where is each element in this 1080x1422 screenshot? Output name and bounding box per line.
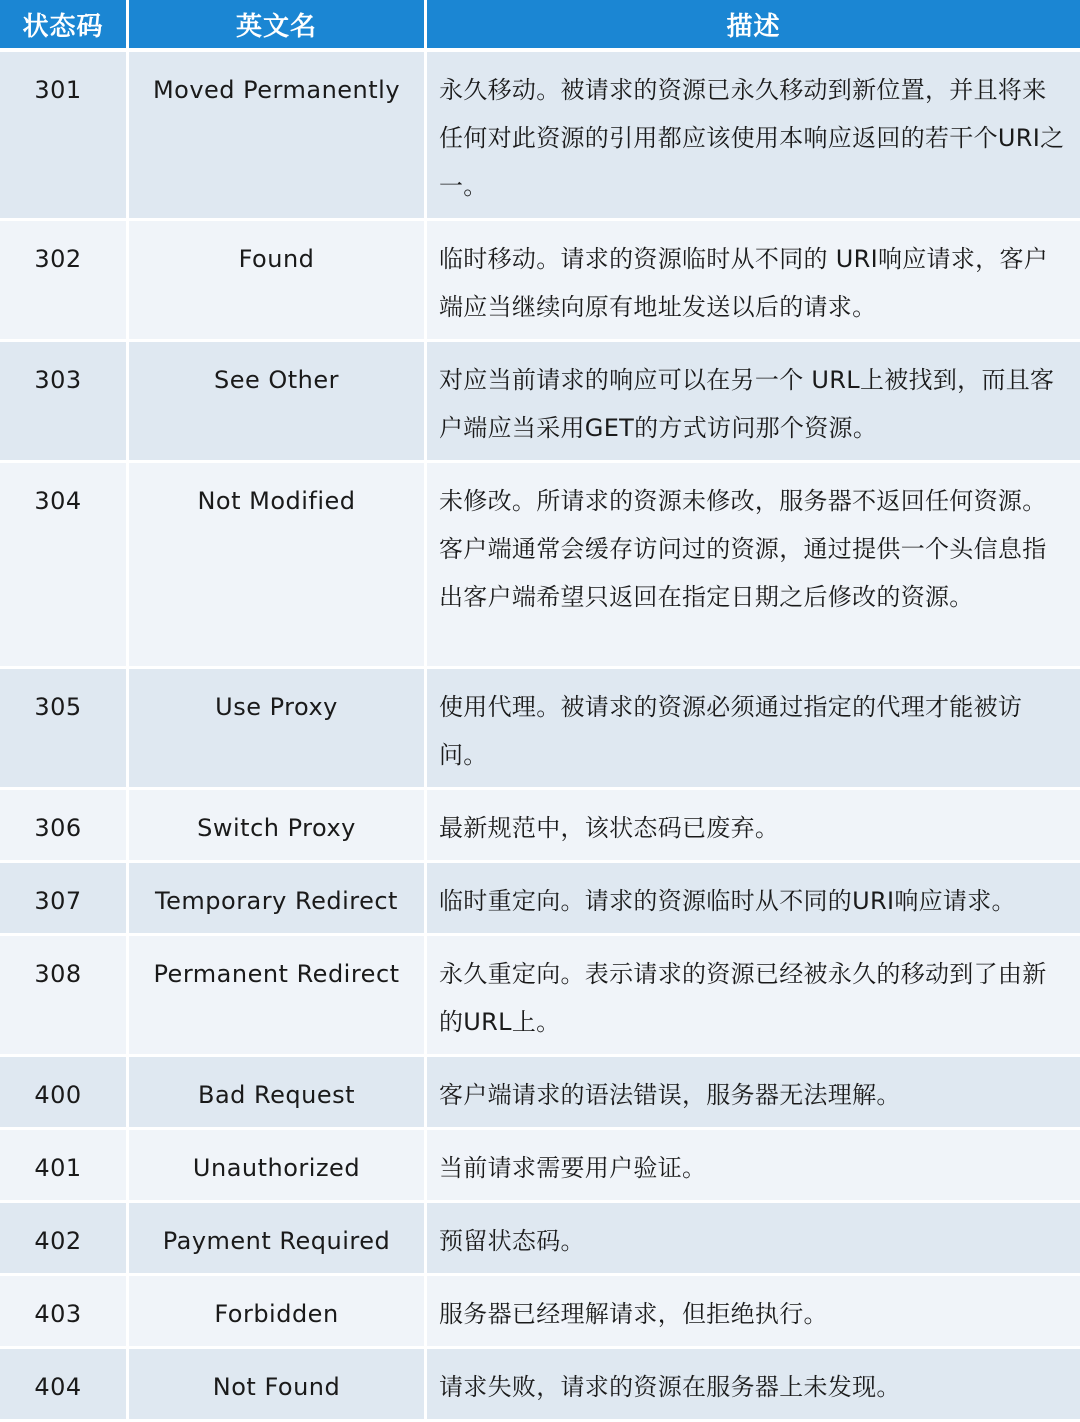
english-name-cell: Unauthorized bbox=[129, 1130, 427, 1203]
status-code-cell: 305 bbox=[0, 669, 129, 790]
english-name-cell: Not Found bbox=[129, 1349, 427, 1422]
table-row bbox=[0, 1349, 1080, 1422]
table-row bbox=[0, 1203, 1080, 1276]
english-name-cell: Use Proxy bbox=[129, 669, 427, 790]
table-body bbox=[0, 52, 1080, 1422]
header-status-code: 状态码 bbox=[0, 0, 129, 52]
description-cell: 当前请求需要用户验证。 bbox=[427, 1130, 1080, 1203]
description-cell: 永久重定向。表示请求的资源已经被永久的移动到了由新的URL上。 bbox=[427, 936, 1080, 1057]
status-code-cell: 304 bbox=[0, 463, 129, 669]
table-row bbox=[0, 342, 1080, 463]
table-row bbox=[0, 936, 1080, 1057]
description-cell: 请求失败，请求的资源在服务器上未发现。 bbox=[427, 1349, 1080, 1422]
table-row bbox=[0, 669, 1080, 790]
status-code-cell: 306 bbox=[0, 790, 129, 863]
english-name-cell: Switch Proxy bbox=[129, 790, 427, 863]
table-row bbox=[0, 1057, 1080, 1130]
english-name-cell: Forbidden bbox=[129, 1276, 427, 1349]
table-row bbox=[0, 221, 1080, 342]
english-name-cell: Not Modified bbox=[129, 463, 427, 669]
description-cell: 预留状态码。 bbox=[427, 1203, 1080, 1276]
table-row bbox=[0, 463, 1080, 669]
status-code-cell: 308 bbox=[0, 936, 129, 1057]
status-code-cell: 401 bbox=[0, 1130, 129, 1203]
description-cell: 永久移动。被请求的资源已永久移动到新位置，并且将来任何对此资源的引用都应该使用本响应返回的若干个URI之一。 bbox=[427, 52, 1080, 221]
english-name-cell: Payment Required bbox=[129, 1203, 427, 1276]
english-name-cell: See Other bbox=[129, 342, 427, 463]
description-cell: 使用代理。被请求的资源必须通过指定的代理才能被访问。 bbox=[427, 669, 1080, 790]
status-code-cell: 404 bbox=[0, 1349, 129, 1422]
table-row bbox=[0, 52, 1080, 221]
status-code-cell: 301 bbox=[0, 52, 129, 221]
status-code-cell: 403 bbox=[0, 1276, 129, 1349]
english-name-cell: Found bbox=[129, 221, 427, 342]
english-name-cell: Bad Request bbox=[129, 1057, 427, 1130]
description-cell: 客户端请求的语法错误，服务器无法理解。 bbox=[427, 1057, 1080, 1130]
description-cell: 临时重定向。请求的资源临时从不同的URI响应请求。 bbox=[427, 863, 1080, 936]
status-code-cell: 402 bbox=[0, 1203, 129, 1276]
description-cell: 临时移动。请求的资源临时从不同的 URI响应请求，客户端应当继续向原有地址发送以后的请求。 bbox=[427, 221, 1080, 342]
english-name-cell: Permanent Redirect bbox=[129, 936, 427, 1057]
status-code-cell: 303 bbox=[0, 342, 129, 463]
description-cell: 最新规范中，该状态码已废弃。 bbox=[427, 790, 1080, 863]
english-name-cell: Moved Permanently bbox=[129, 52, 427, 221]
header-description: 描述 bbox=[427, 0, 1080, 52]
description-cell: 未修改。所请求的资源未修改，服务器不返回任何资源。客户端通常会缓存访问过的资源，通过提供一个头信息指出客户端希望只返回在指定日期之后修改的资源。 bbox=[427, 463, 1080, 669]
table-row bbox=[0, 1276, 1080, 1349]
table-row bbox=[0, 1130, 1080, 1203]
english-name-cell: Temporary Redirect bbox=[129, 863, 427, 936]
description-cell: 服务器已经理解请求，但拒绝执行。 bbox=[427, 1276, 1080, 1349]
status-code-cell: 307 bbox=[0, 863, 129, 936]
status-code-cell: 400 bbox=[0, 1057, 129, 1130]
table-row bbox=[0, 790, 1080, 863]
status-code-cell: 302 bbox=[0, 221, 129, 342]
table-row bbox=[0, 863, 1080, 936]
description-cell: 对应当前请求的响应可以在另一个 URL上被找到，而且客户端应当采用GET的方式访问那个资源。 bbox=[427, 342, 1080, 463]
table-header-row bbox=[0, 0, 1080, 52]
header-english-name: 英文名 bbox=[129, 0, 427, 52]
